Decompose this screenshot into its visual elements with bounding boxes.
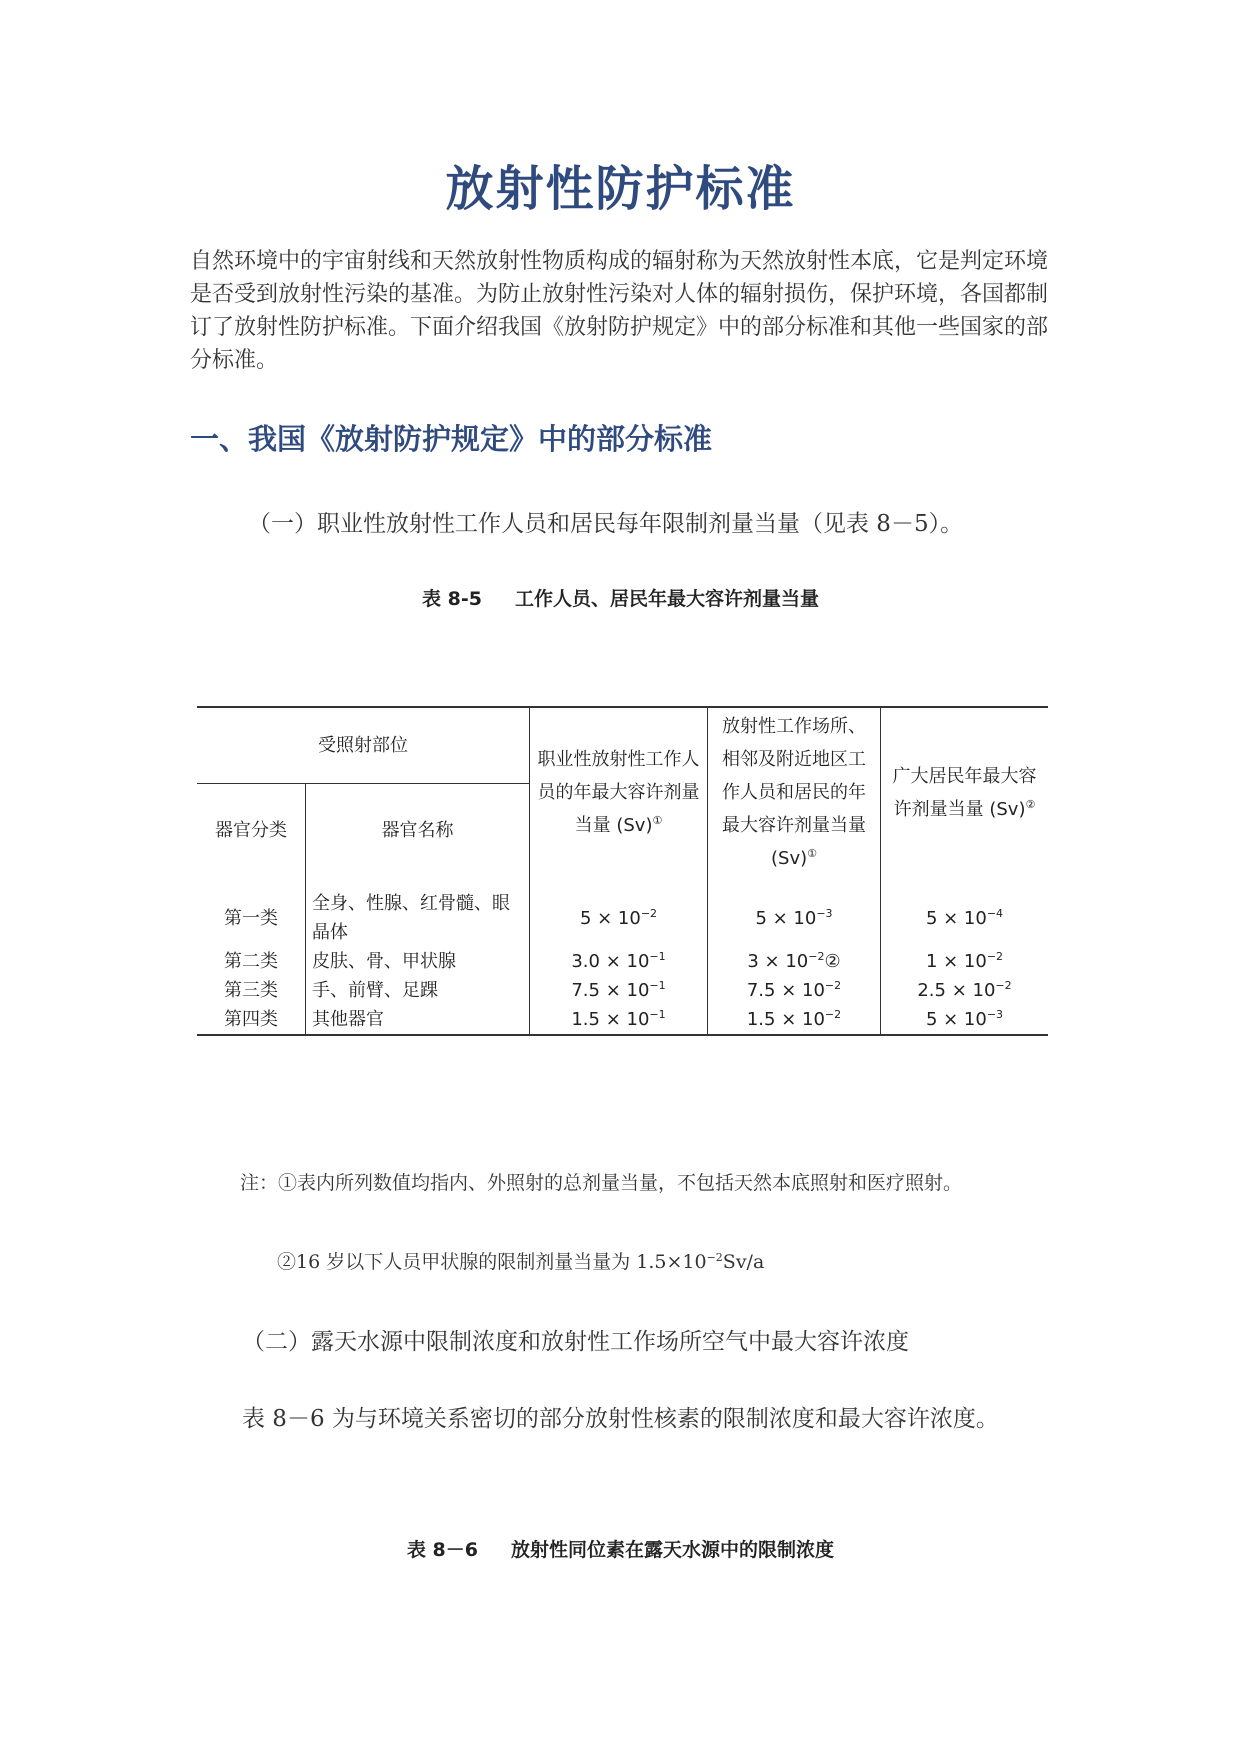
dose-value-cell: $2.5 \times 10^{-2}$ <box>881 976 1049 1005</box>
dose-value-cell: $3.0 \times 10^{-1}$ <box>530 947 708 976</box>
organ-name-cell: 全身、性腺、红骨髓、眼晶体 <box>306 877 530 947</box>
organ-name-cell: 手、前臂、足踝 <box>306 976 530 1005</box>
header-nearby-residents: 放射性工作场所、相邻及附近地区工作人员和居民的年最大容许剂量当量 (Sv)① <box>708 707 881 877</box>
dose-value-cell: $5 \times 10^{-2}$ <box>530 877 708 947</box>
header-occupational: 职业性放射性工作人员的年最大容许剂量当量 (Sv)① <box>530 707 708 877</box>
dose-limit-table <box>197 706 1048 1036</box>
header-public: 广大居民年最大容许剂量当量 (Sv)② <box>881 707 1049 877</box>
table-8-6-caption: 表 8－6 放射性同位素在露天水源中的限制浓度 <box>406 1539 835 1561</box>
subsection-2: （二）露天水源中限制浓度和放射性工作场所空气中最大容许浓度 <box>242 1329 909 1355</box>
table-row <box>197 1005 1048 1035</box>
organ-class-cell: 第三类 <box>224 980 278 1001</box>
dose-value-cell: $3 \times 10^{-2}②$ <box>708 947 881 976</box>
section-heading: 一、我国《放射防护规定》中的部分标准 <box>190 422 713 456</box>
table-row <box>197 976 1048 1005</box>
subsection-1: （一）职业性放射性工作人员和居民每年限制剂量当量（见表 8－5）。 <box>248 511 964 537</box>
paragraph-table-8-6: 表 8－6 为与环境关系密切的部分放射性核素的限制浓度和最大容许浓度。 <box>242 1406 999 1432</box>
dose-value-cell: $7.5 \times 10^{-2}$ <box>708 976 881 1005</box>
header-exposed-part: 受照射部位 <box>197 707 530 783</box>
table-row <box>197 947 1048 976</box>
note-2: ②16 岁以下人员甲状腺的限制剂量当量为 $1.5\times 10^{-2}Sv/a$ <box>277 1251 765 1273</box>
dose-value-cell: $1 \times 10^{-2}$ <box>881 947 1049 976</box>
dose-value-cell: $7.5 \times 10^{-1}$ <box>530 976 708 1005</box>
intro-paragraph: 自然环境中的宇宙射线和天然放射性物质构成的辐射称为天然放射性本底，它是判定环境是否受到放射性污染的基准。为防止放射性污染对人体的辐射损伤，保护环境，各国都制订了放射性防护标准。下面介绍我国《放射防护规定》中的部分标准和其他一些国家的部分标准。 <box>190 249 1049 373</box>
header-organ-class: 器官分类 <box>215 819 287 841</box>
dose-value-cell: $1.5 \times 10^{-1}$ <box>530 1005 708 1035</box>
organ-class-cell: 第四类 <box>197 1005 306 1035</box>
organ-class-cell: 第二类 <box>224 951 278 972</box>
organ-name-cell: 皮肤、骨、甲状腺 <box>306 947 530 976</box>
note-1: 注：①表内所列数值均指内、外照射的总剂量当量，不包括天然本底照射和医疗照射。 <box>240 1172 963 1194</box>
table-row <box>197 877 1048 947</box>
organ-class-cell: 第一类 <box>224 907 278 929</box>
table-8-5-caption: 表 8-5 工作人员、居民年最大容许剂量当量 <box>421 588 820 610</box>
dose-value-cell: $5 \times 10^{-4}$ <box>881 877 1049 947</box>
page-title: 放射性防护标准 <box>445 161 796 217</box>
dose-value-cell: $5 \times 10^{-3}$ <box>708 877 881 947</box>
dose-value-cell: $5 \times 10^{-3}$ <box>881 1005 1049 1035</box>
dose-table-body <box>197 877 1048 1035</box>
header-organ-name: 器官名称 <box>306 783 530 877</box>
organ-name-cell: 其他器官 <box>306 1005 530 1035</box>
dose-value-cell: $1.5 \times 10^{-2}$ <box>708 1005 881 1035</box>
